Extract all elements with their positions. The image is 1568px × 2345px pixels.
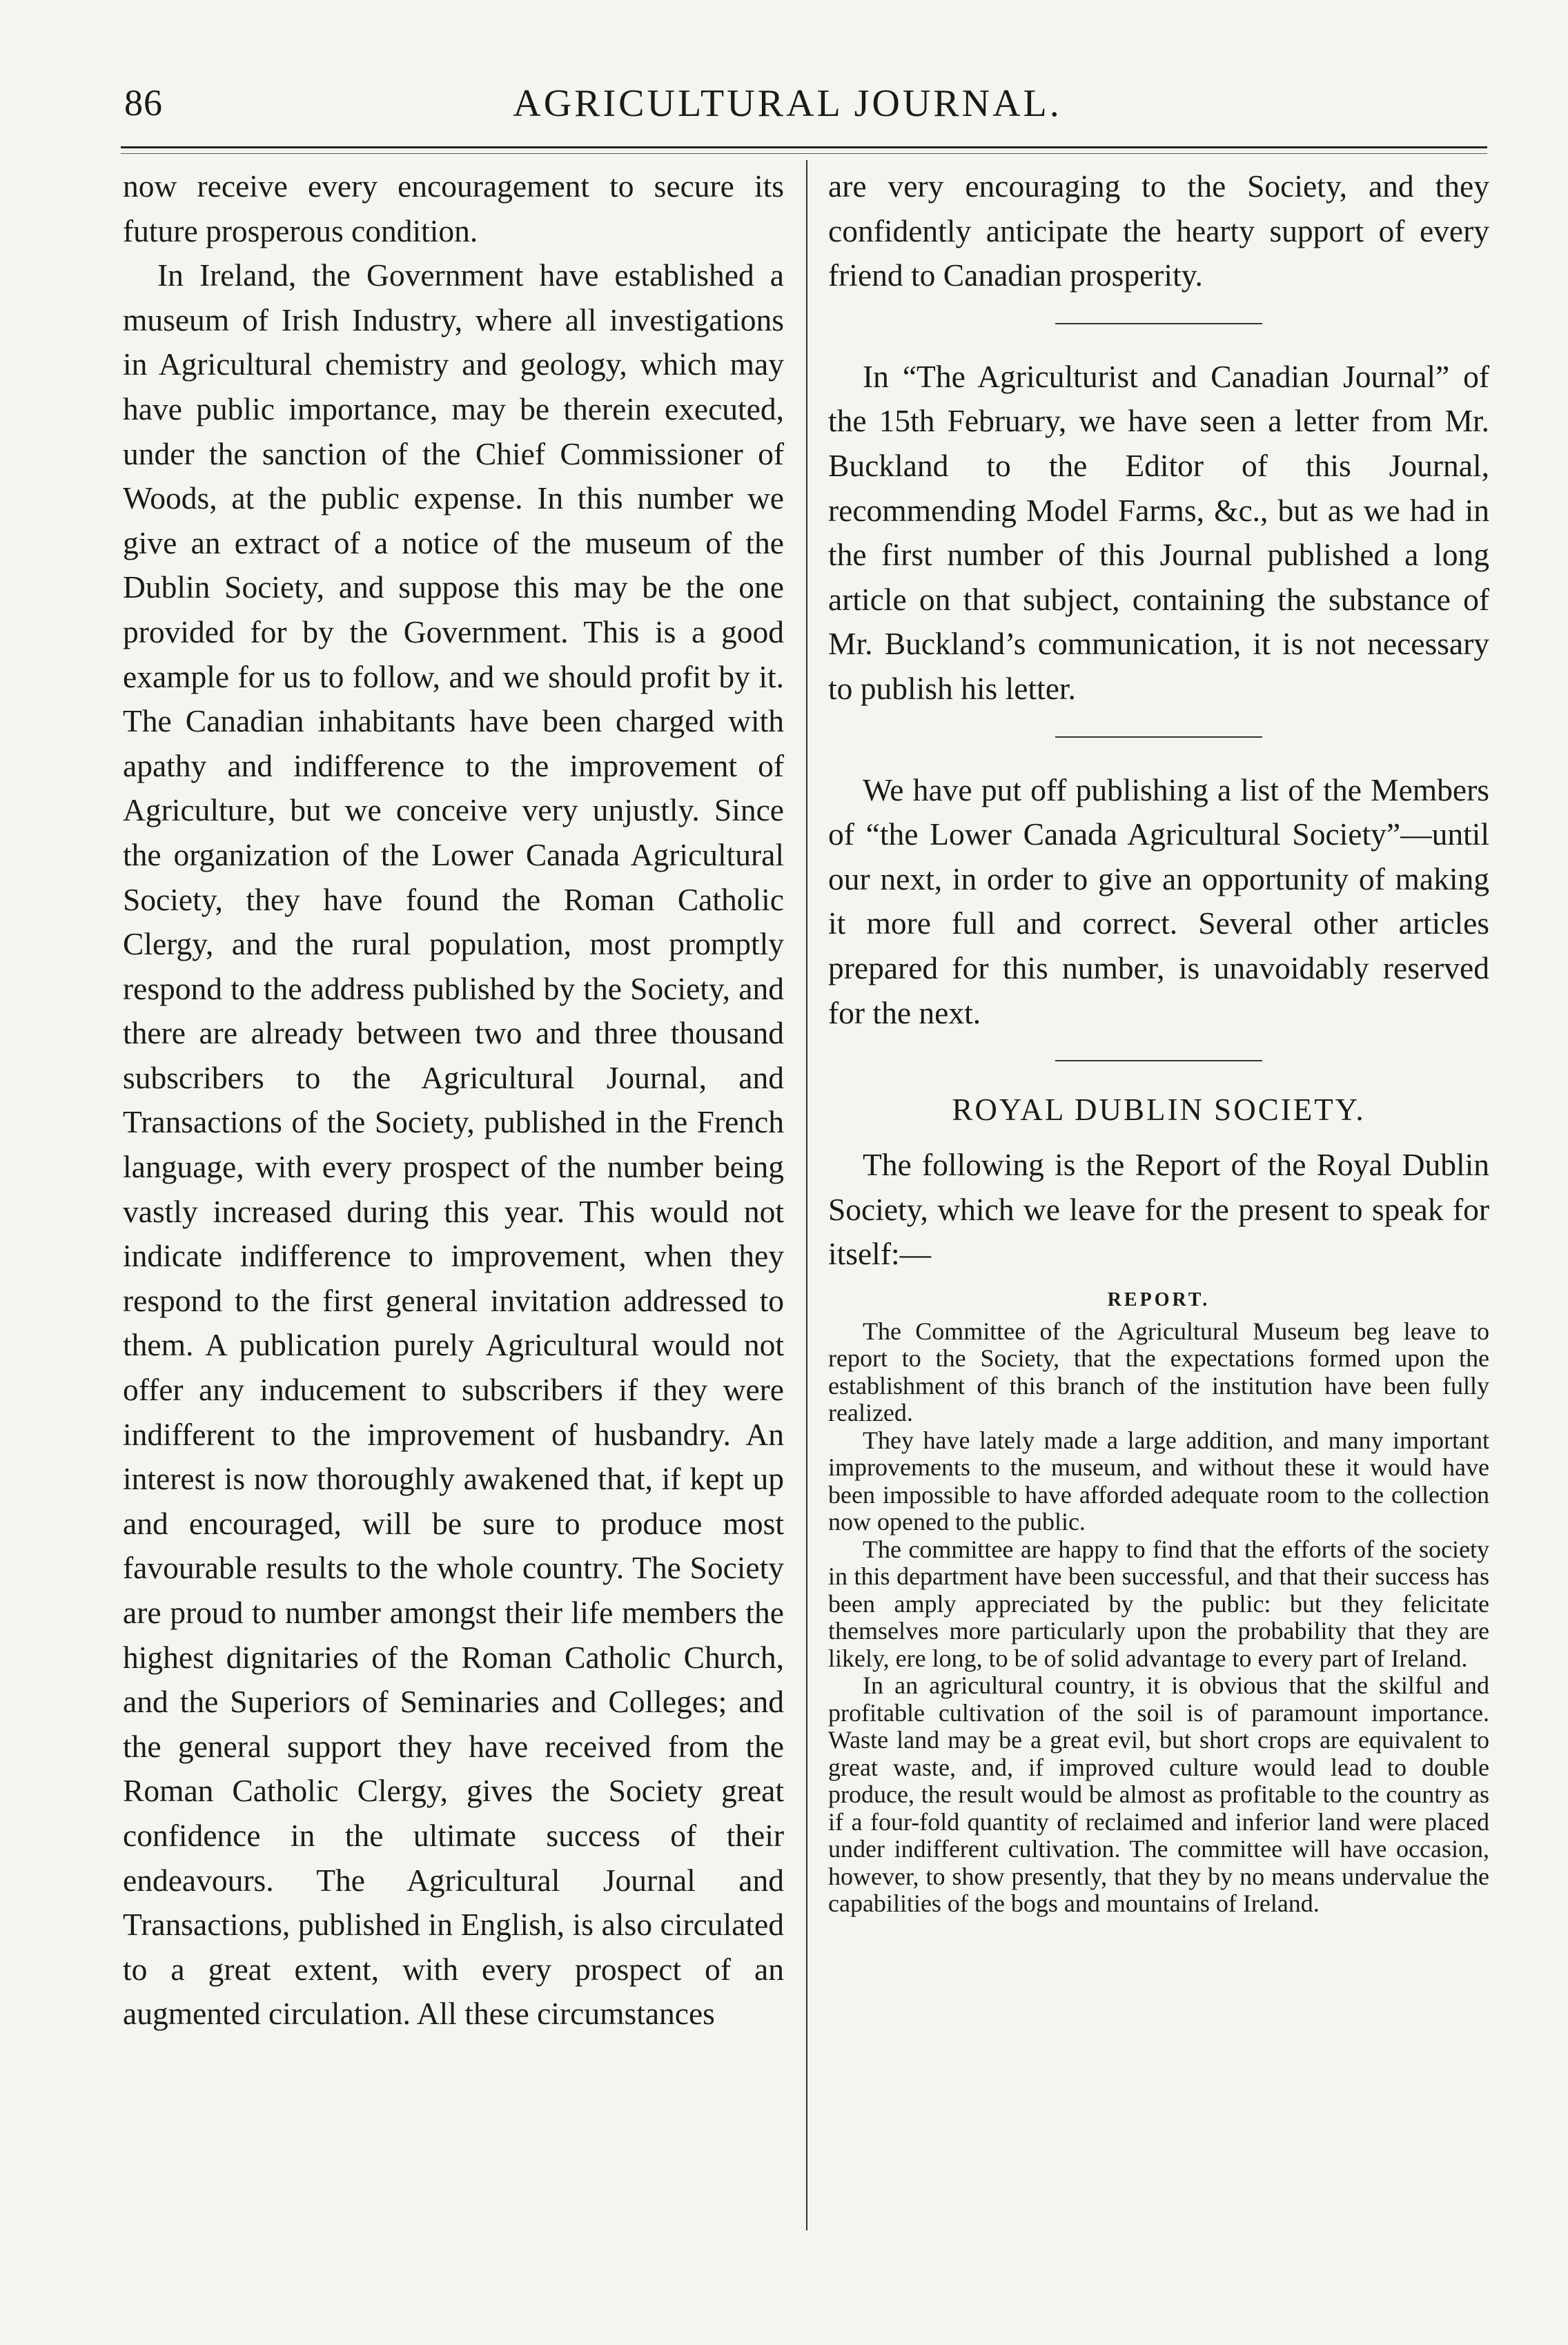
section-heading: ROYAL DUBLIN SOCIETY. [952,1092,1366,1128]
header-rule-thin [121,153,1487,154]
report-paragraph: In an agricultural country, it is obvious that the skilful and profitable cultivation of the soil is of paramount importance. Waste land may be a great evil, but short crops are equivalent to great waste, and, if improved culture would lead to double produce, the result would be almost as profitable to the country as if a four-fold quantity of reclaimed and inferior land were placed under indifferent cultivation. The committee will have occasion, however, to show presently, that they by no means undervalue the capabilities of the bogs and mountains of Ireland. [828,1671,1489,1918]
section-separator [1055,1060,1262,1061]
right-paragraph-continuation: are very encouraging to the Society, and they confidently anticipate the hearty support of every friend to Canadian prosperity. [828,168,1489,293]
page-number: 86 [124,82,163,124]
column-divider [806,160,807,2230]
report-paragraph: They have lately made a large addition, and many important improvements to the museum, and without these it would have been impossible to have afforded adequate room to the collection now opened to the public. [828,1426,1489,1536]
notice-buckland-letter: In “The Agriculturist and Canadian Journal” of the 15th February, we have seen a letter from Mr. Buckland to the Editor of this Journal, recommending Model Farms, &c., but as we had in the first number of this Journal published a long article on that subject, containing the substance of Mr. Buckland’s communication, it is not necessary to publish his letter. [828,358,1489,706]
section-separator [1055,323,1262,324]
report-intro: The following is the Report of the Royal Dublin Society, which we leave for the present to speak for itself:— [828,1147,1489,1272]
left-paragraph-ireland: In Ireland, the Government have established a museum of Irish Industry, where all investigations in Agricultural chemistry and geology, which may have public importance, may be therein executed, under the sanction of the Chief Commissioner of Woods, at the public expense. In this number we give an extract of a notice of the museum of the Dublin Society, and suppose this may be the one provided for by the Government. This is a good example for us to follow, and we should profit by it. The Canadian inhabitants have been charged with apathy and indifference to the improvement of Agriculture, but we conceive very unjustly. Since the organization of the Lower Canada Agricultural Society, they have found the Roman Catholic Clergy, and the rural population, most promptly respond to the address published by the Society, and there are already between two and three thousand subscribers to the Agricultural Journal, and Transactions of the Society, published in the French language, with every prospect of the number being vastly increased during this year. This would not indicate indifference to improvement, when they respond to the first general invitation addressed to them. A publication purely Agricultural would not offer any inducement to subscribers if they were indifferent to the improvement of husbandry. An interest is now thoroughly awakened that, if kept up and encouraged, will be sure to produce most favourable results to the whole country. The Society are proud to number amongst their life members the highest dignitaries of the Roman Catholic Church, and the Superiors of Seminaries and Colleges; and the general support they have received from the Roman Catholic Clergy, gives the Society great confidence in the ultimate success of their endeavours. The Agricultural Journal and Transactions, published in English, is also circulated to a great extent, with every prospect of an augmented circulation. All these circumstances [123,257,784,2032]
right-column [828,164,1489,1918]
left-column [123,164,784,2037]
page-header [83,81,1492,144]
notice-members-list: We have put off publishing a list of the Members of “the Lower Canada Agricultural Society”—until our next, in order to give an opportunity of making it more full and correct. Several other articles prepared for this number, is unavoidably reserved for the next. [828,772,1489,1030]
header-rule [121,146,1487,148]
left-paragraph-continuation: now receive every encouragement to secure its future prosperous condition. [123,168,784,248]
report-paragraph: The committee are happy to find that the efforts of the society in this department have been successful, and that their success has been amply appreciated by the public: but they felicitate themselves more particularly upon the probability that they are likely, ere long, to be of solid advantage to every part of Ireland. [828,1535,1489,1672]
report-label: REPORT. [1107,1288,1211,1311]
section-separator [1055,736,1262,738]
journal-title: AGRICULTURAL JOURNAL. [513,82,1062,125]
report-paragraph: The Committee of the Agricultural Museum beg leave to report to the Society, that the expectations formed upon the establishment of this branch of the institution have been fully realized. [828,1317,1489,1427]
